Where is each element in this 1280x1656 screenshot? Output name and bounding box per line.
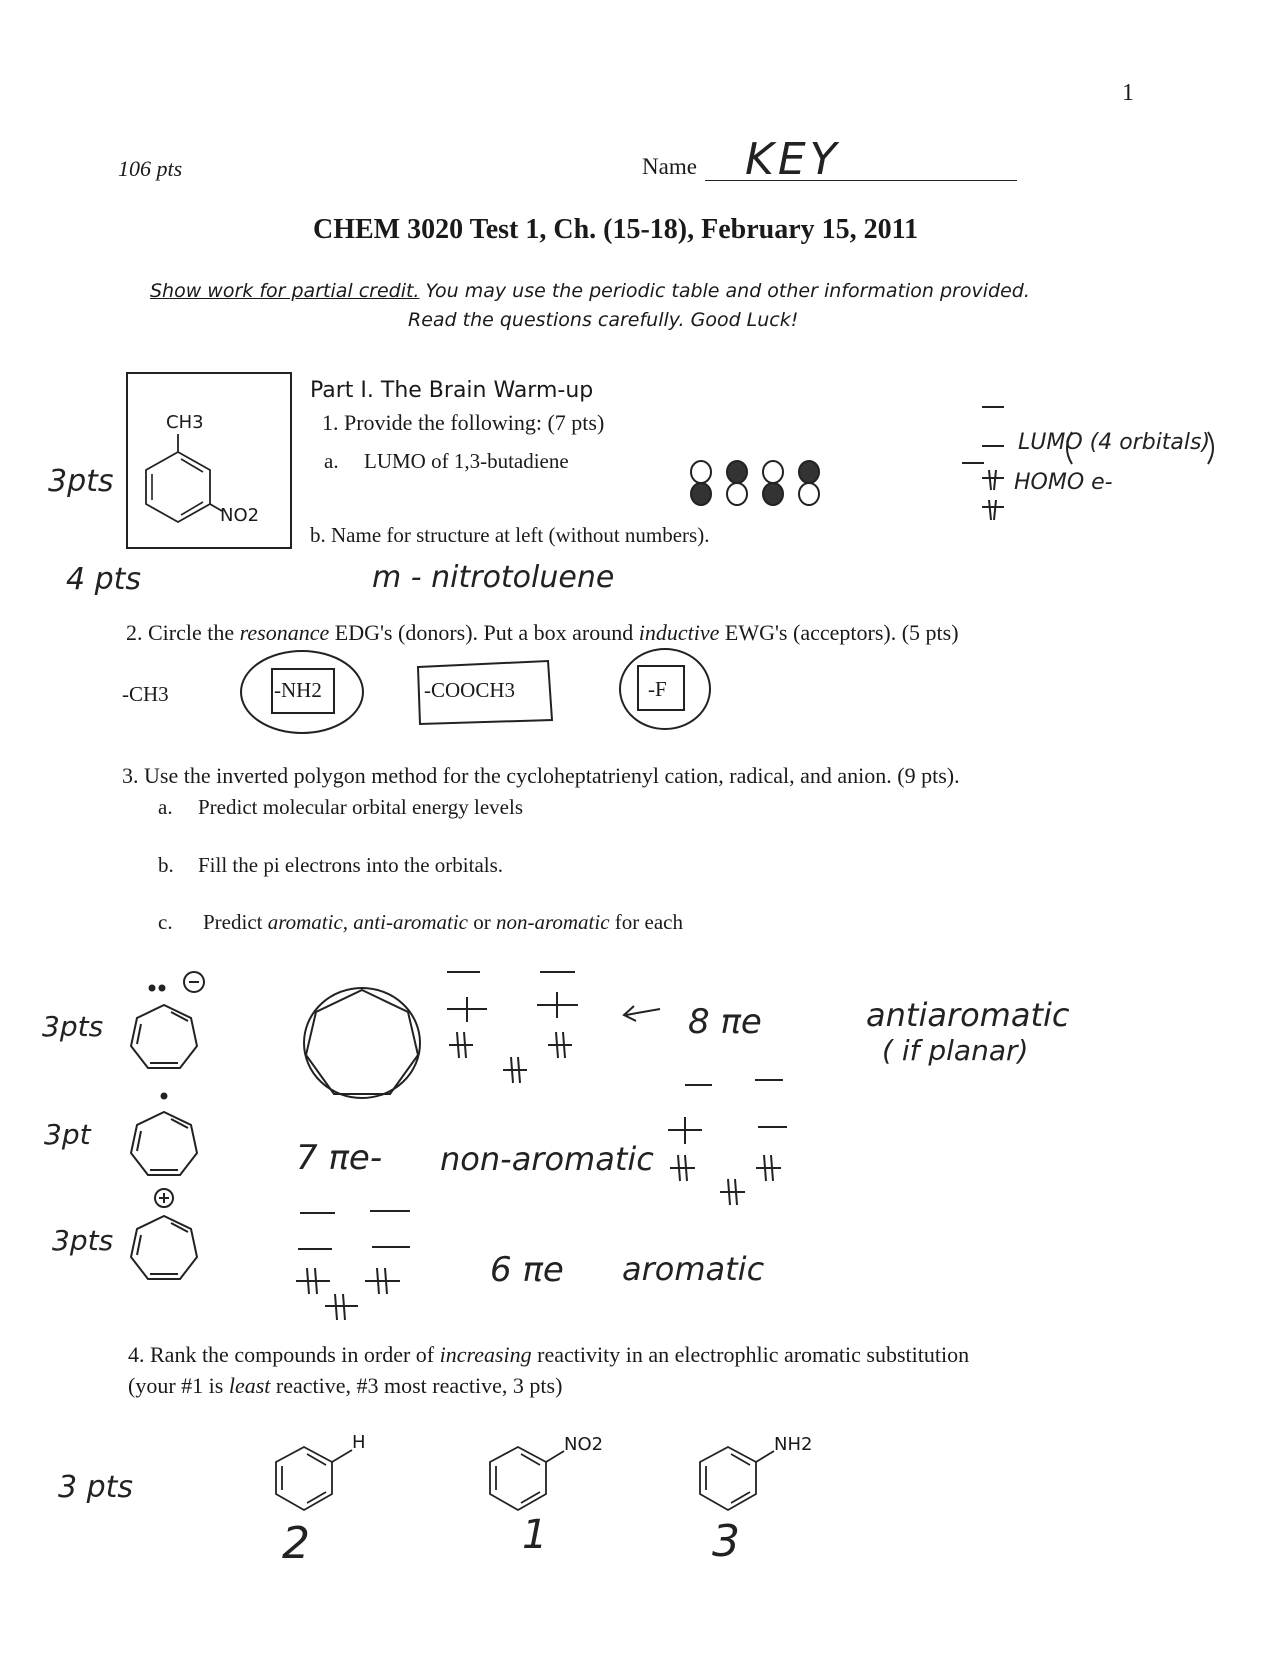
radical-verdict: non-aromatic <box>440 1140 654 1178</box>
radical-electrons: 7 πe- <box>296 1138 383 1178</box>
compound2-substituent: NO2 <box>564 1434 604 1455</box>
q3b-text: Fill the pi electrons into the orbitals. <box>198 853 504 877</box>
q3c-post: for each <box>609 910 683 934</box>
page-title: CHEM 3020 Test 1, Ch. (15-18), February 15, 2011 <box>313 214 919 245</box>
q3a-text: Predict molecular orbital energy levels <box>198 795 523 819</box>
q4-it: increasing <box>439 1342 532 1367</box>
part1-heading: Part I. The Brain Warm-up <box>310 378 594 403</box>
q1a-text: LUMO of 1,3-butadiene <box>364 449 569 473</box>
compound2-rank: 1 <box>522 1512 548 1558</box>
mo-homo-note: HOMO e- <box>1014 470 1113 495</box>
q3c-label: c. <box>158 910 173 934</box>
q3c-pre: Predict <box>203 910 268 934</box>
cation-electrons: 6 πe <box>490 1250 564 1290</box>
structure-ch3-label: CH3 <box>166 412 204 433</box>
instructions-underlined: Show work for partial credit. <box>150 280 420 302</box>
q1-text: 1. Provide the following: (7 pts) <box>322 410 605 435</box>
q3-text: 3. Use the inverted polygon method for the cycloheptatrienyl cation, radical, and anion. (9 pts). <box>122 763 960 788</box>
q3a-label: a. <box>158 795 173 819</box>
anion-electrons: 8 πe <box>688 1002 762 1042</box>
anion-verdict: antiaromatic <box>866 996 1070 1034</box>
anion-score: 3pts <box>42 1010 104 1043</box>
name-value: KEY <box>745 134 841 185</box>
group-ch3: -CH3 <box>122 682 169 706</box>
points-total: 106 pts <box>118 156 183 181</box>
group-f: -F <box>648 677 667 701</box>
q4-l2-post: reactive, #3 most reactive, 3 pts) <box>270 1373 563 1398</box>
q1b-score: 4 pts <box>66 562 142 597</box>
q1a-score: 3pts <box>48 464 114 499</box>
q1b-answer: m - nitrotoluene <box>372 560 615 595</box>
q2-post: EWG's (acceptors). (5 pts) <box>719 620 959 645</box>
compound3-substituent: NH2 <box>774 1434 813 1455</box>
q3b-label: b. <box>158 853 174 877</box>
q3c-it2: non-aromatic <box>496 910 610 934</box>
mo-lumo-note: LUMO (4 orbitals) <box>1018 430 1211 455</box>
group-cooch3: -COOCH3 <box>424 678 516 702</box>
page-number: 1 <box>1122 80 1134 106</box>
q2-it1: resonance <box>239 620 330 645</box>
q4-pre: 4. Rank the compounds in order of <box>128 1342 440 1367</box>
compound1-substituent: H <box>352 1432 366 1453</box>
q4-post: reactivity in an electrophlic aromatic substitution <box>531 1342 970 1367</box>
cation-verdict: aromatic <box>622 1250 765 1288</box>
q4-l2-pre: (your #1 is <box>128 1373 229 1398</box>
instructions-rest: You may use the periodic table and other information provided. <box>419 280 1030 302</box>
q1a-label: a. <box>324 449 339 473</box>
q2-num: 2. <box>126 620 143 645</box>
radical-score: 3pt <box>44 1118 91 1151</box>
q2-pre: Circle the <box>148 620 240 645</box>
compound3-rank: 3 <box>712 1516 740 1567</box>
q3c-mid: or <box>468 910 496 934</box>
q4-score: 3 pts <box>58 1470 134 1505</box>
anion-note: ( if planar) <box>882 1034 1029 1067</box>
cation-score: 3pts <box>52 1224 114 1257</box>
name-label: Name <box>642 154 697 179</box>
instructions-line2: Read the questions carefully. Good Luck! <box>408 309 799 331</box>
structure-no2-label: NO2 <box>220 505 260 526</box>
q4-l2-it: least <box>228 1373 271 1398</box>
q2-mid: EDG's (donors). Put a box around <box>329 620 639 645</box>
group-nh2: -NH2 <box>274 678 322 702</box>
q3c-it1: aromatic, anti-aromatic <box>267 910 468 934</box>
compound1-rank: 2 <box>282 1518 310 1569</box>
q2-it2: inductive <box>638 620 720 645</box>
q1b-text: b. Name for structure at left (without numbers). <box>310 523 710 547</box>
